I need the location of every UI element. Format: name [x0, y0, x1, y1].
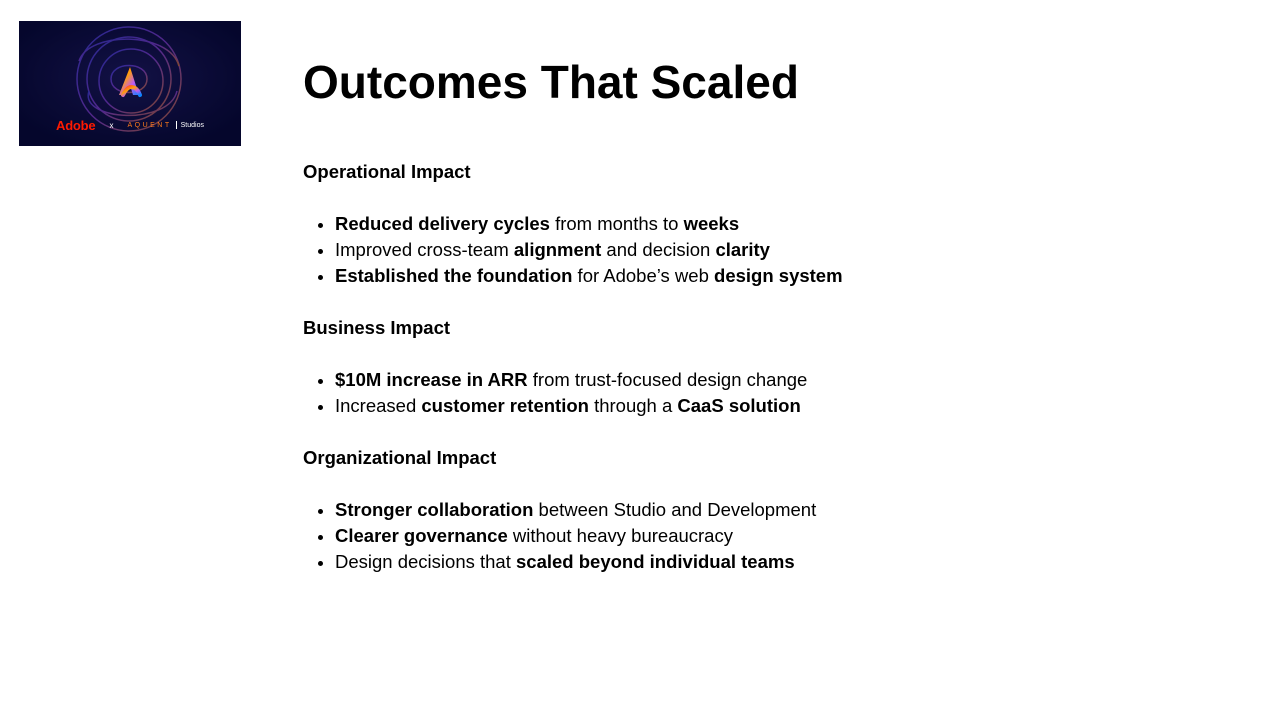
bullet-list: [303, 367, 1203, 419]
list-item: Increased customer retention through a CaaS solution: [303, 393, 1203, 419]
adobe-aquent-thumbnail: [19, 21, 241, 146]
studios-text: Studios: [180, 121, 204, 129]
brand-divider: [176, 121, 177, 129]
list-item: Stronger collaboration between Studio and Development: [303, 497, 1203, 523]
page-title: Outcomes That Scaled: [303, 56, 799, 108]
section-heading: Operational Impact: [303, 161, 471, 182]
bullet-list: [303, 211, 1203, 289]
bullet-list: [303, 497, 1203, 575]
list-item: $10M increase in ARR from trust-focused design change: [303, 367, 1203, 393]
section-organizational-impact: [303, 445, 1203, 575]
list-item: Design decisions that scaled beyond individual teams: [303, 549, 1203, 575]
section-heading: Business Impact: [303, 317, 451, 338]
aquent-logo-text: AQUENT: [127, 121, 172, 129]
section-heading: Organizational Impact: [303, 447, 497, 468]
thumbnail-brand-row: [19, 117, 241, 133]
cross-mark: x: [109, 120, 114, 130]
slide-content: [303, 56, 1203, 575]
list-item: Clearer governance without heavy bureaucracy: [303, 523, 1203, 549]
list-item: Improved cross-team alignment and decision clarity: [303, 237, 1203, 263]
adobe-logo-text: Adobe: [56, 117, 96, 133]
list-item: Reduced delivery cycles from months to weeks: [303, 211, 1203, 237]
section-operational-impact: [303, 159, 1203, 289]
section-business-impact: [303, 315, 1203, 419]
list-item: Established the foundation for Adobe’s web design system: [303, 263, 1203, 289]
